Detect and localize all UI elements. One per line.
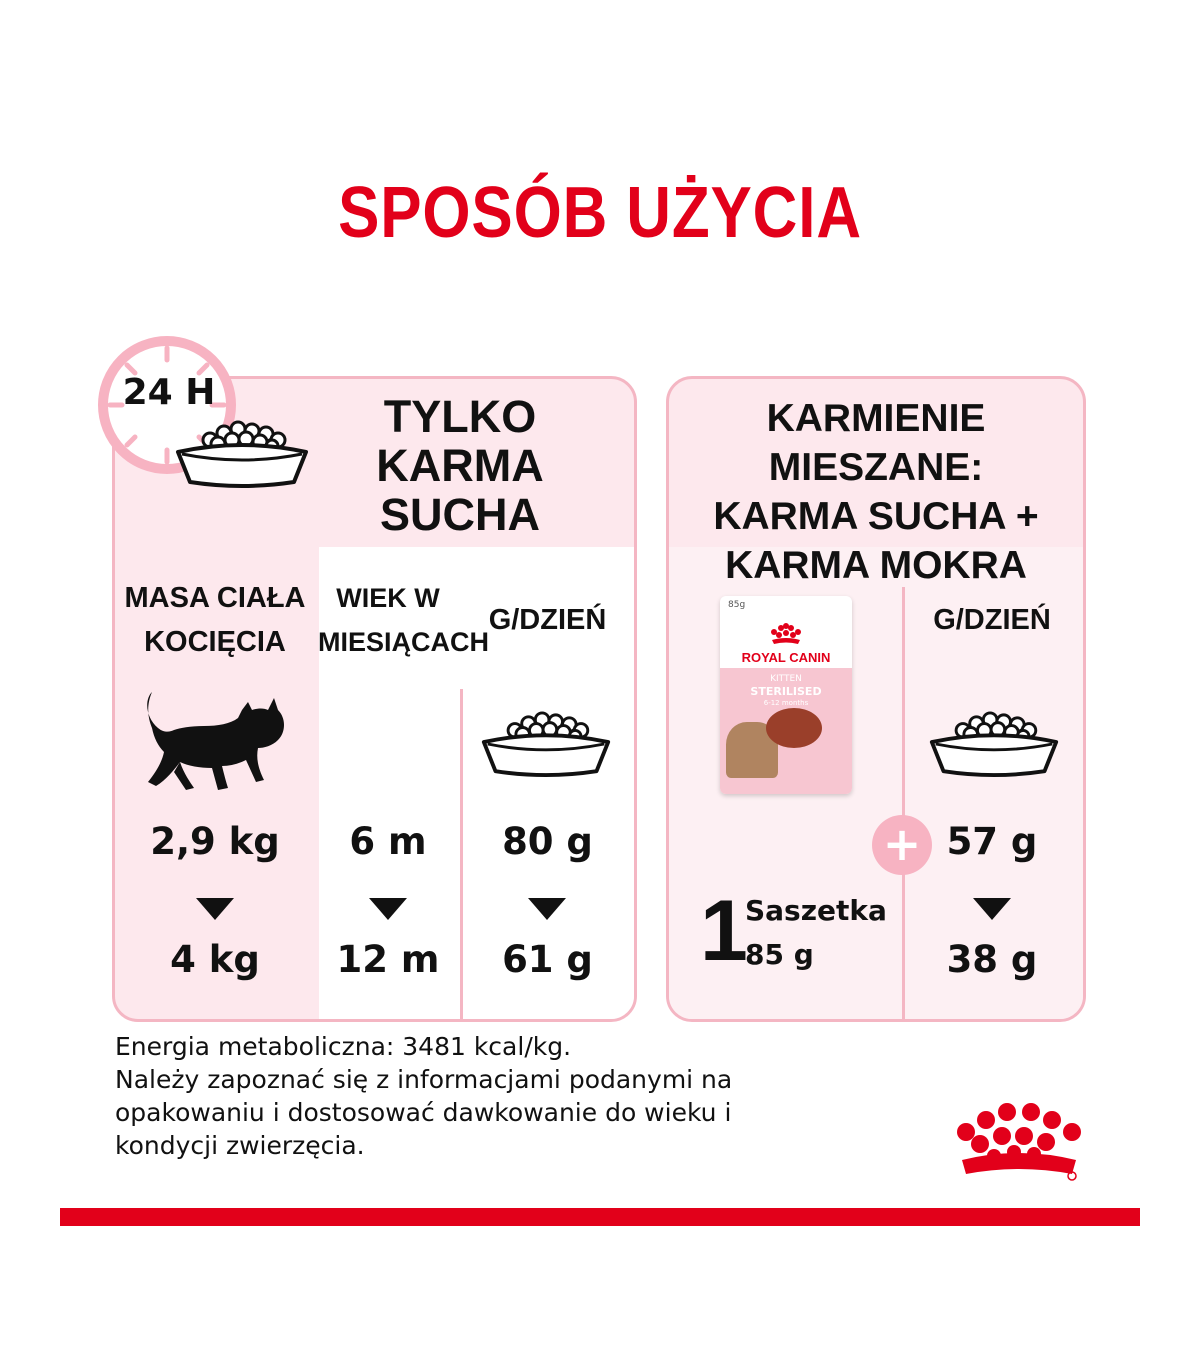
food-chunks-image <box>766 708 822 748</box>
weight-to-value: 4 kg <box>170 938 260 981</box>
info-note <box>115 1030 875 1162</box>
note-line-2: Należy zapoznać się z informacjami podanymi na <box>115 1065 733 1094</box>
down-arrow-icon <box>973 898 1011 920</box>
pouch-image <box>720 596 852 794</box>
note-line-4: kondycji zwierzęcia. <box>115 1131 365 1160</box>
weight-header-line-2: KOCIĘCIA <box>144 626 286 658</box>
note-line-1: Energia metaboliczna: 3481 kcal/kg. <box>115 1032 572 1061</box>
age-to-value: 12 m <box>336 938 440 981</box>
down-arrow-icon <box>196 898 234 920</box>
dry-grams-to-value: 61 g <box>502 938 593 981</box>
mixed-heading-line-3: KARMA MOKRA <box>725 544 1027 587</box>
plus-icon: + <box>872 815 932 875</box>
weight-column-header <box>115 576 315 664</box>
dry-heading-line-2: KARMA <box>376 440 544 491</box>
pouch-line-1: KITTEN <box>770 674 802 684</box>
mixed-heading-line-2: KARMA SUCHA + <box>713 495 1039 538</box>
mixed-grams-to-value: 38 g <box>946 938 1038 981</box>
crown-logo-icon <box>944 1102 1094 1184</box>
dry-heading-line-1: TYLKO <box>383 391 537 442</box>
weight-from-value: 2,9 kg <box>150 820 280 863</box>
dry-heading <box>340 392 580 539</box>
pouch-brand: ROYAL CANIN <box>741 650 831 665</box>
footer-red-bar <box>60 1208 1140 1226</box>
age-column-header <box>318 576 490 664</box>
down-arrow-icon <box>369 898 407 920</box>
food-bowl-icon <box>172 418 312 490</box>
mixed-grams-column-header: G/DZIEŃ <box>933 604 1051 636</box>
pouch-line-3: 6-12 months <box>763 699 809 707</box>
age-header-line-2: MIESIĄCACH <box>318 627 490 657</box>
kitten-silhouette-icon <box>140 688 290 793</box>
pouch-weight: 85g <box>728 600 746 610</box>
sachet-amount: 85 g <box>745 938 814 971</box>
age-header-line-1: WIEK W <box>336 583 440 613</box>
mixed-grams-from-value: 57 g <box>946 820 1038 863</box>
note-line-3: opakowaniu i dostosować dawkowanie do wieku i <box>115 1098 732 1127</box>
pouch-line-2: STERILISED <box>750 685 822 698</box>
crown-logo-icon <box>766 622 806 646</box>
down-arrow-icon <box>528 898 566 920</box>
dry-grams-from-value: 80 g <box>502 820 593 863</box>
age-from-value: 6 m <box>349 820 427 863</box>
sachet-count: 1 <box>700 883 748 979</box>
weight-header-line-1: MASA CIAŁA <box>124 582 306 614</box>
food-bowl-icon <box>478 708 614 780</box>
sachet-label: Saszetka <box>745 894 887 927</box>
dry-grams-column-header: G/DZIEŃ <box>488 604 607 636</box>
dry-heading-line-3: SUCHA <box>379 489 540 540</box>
mixed-heading <box>668 394 1084 590</box>
mixed-heading-line-1: KARMIENIE MIESZANE: <box>766 397 986 489</box>
clock-label: 24 H <box>122 372 216 413</box>
food-bowl-icon <box>926 708 1062 780</box>
page-title: SPOSÓB UŻYCIA <box>338 173 862 253</box>
